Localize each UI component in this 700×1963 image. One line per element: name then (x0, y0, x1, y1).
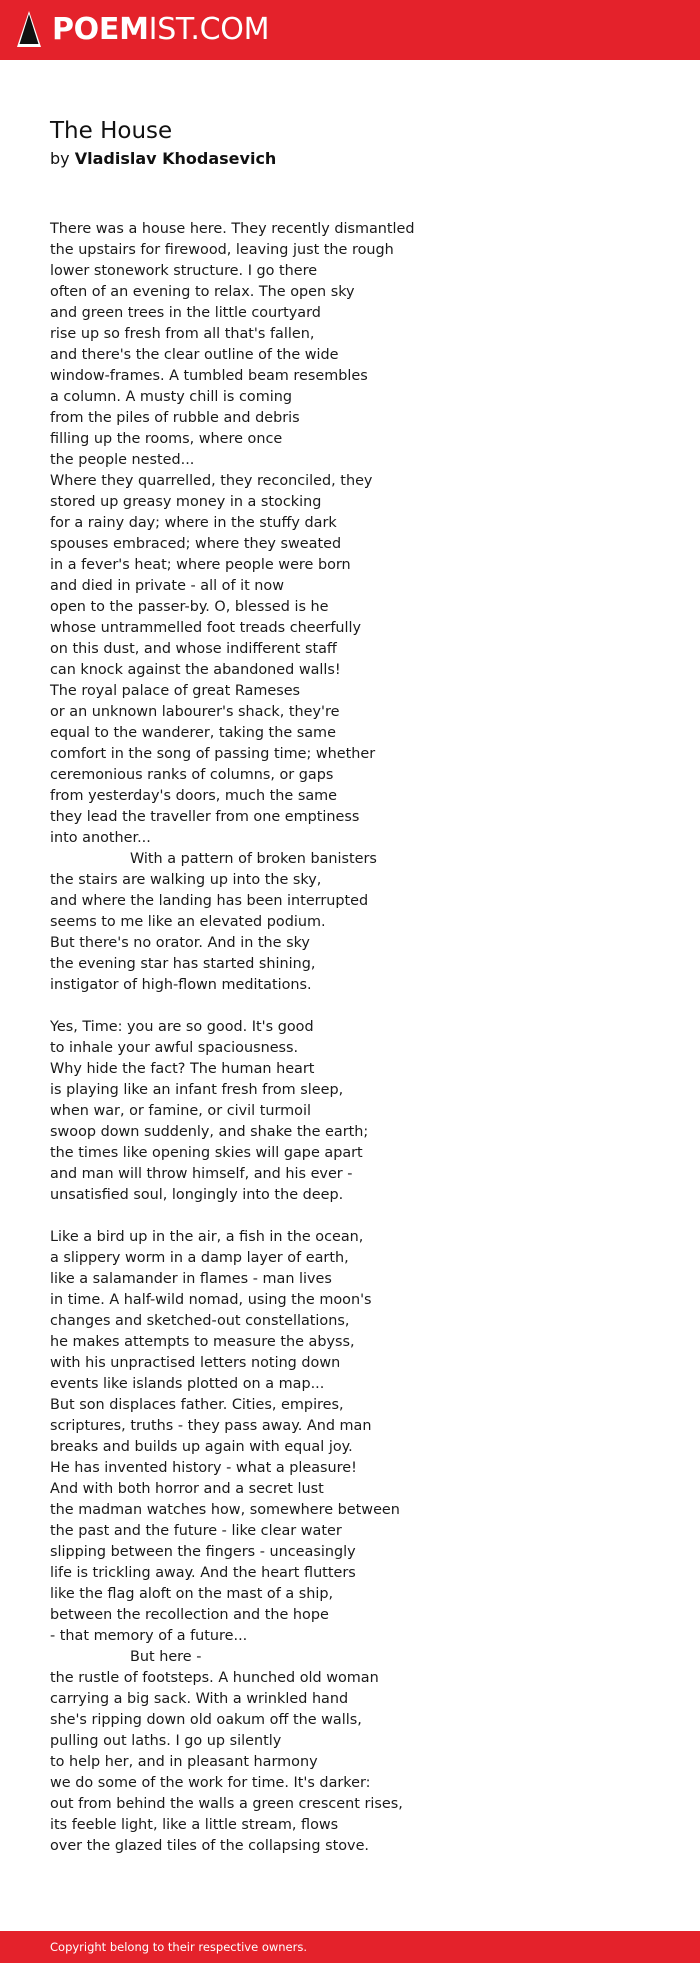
poem-line: But son displaces father. Cities, empires, (50, 1397, 344, 1413)
poem-line: life is trickling away. And the heart flutters (50, 1565, 356, 1581)
poem-line: ceremonious ranks of columns, or gaps (50, 767, 334, 783)
copyright-text: Copyright belong to their respective owners. (50, 1940, 308, 1954)
poem-line: they lead the traveller from one emptiness (50, 809, 360, 825)
by-label: by (50, 149, 70, 168)
poem-line: and green trees in the little courtyard (50, 305, 321, 321)
poem-line: is playing like an infant fresh from sleep, (50, 1082, 344, 1098)
poem-line: There was a house here. They recently dismantled (50, 221, 415, 237)
poem-line: the evening star has started shining, (50, 956, 316, 972)
brand-name-light: IST.COM (148, 12, 270, 47)
poem-line: But here - (130, 1649, 202, 1665)
byline (50, 147, 276, 171)
poem-line: scriptures, truths - they pass away. And man (50, 1418, 372, 1434)
author-name: Vladislav Khodasevich (74, 149, 277, 168)
poem-line: slipping between the fingers - unceasingly (50, 1544, 356, 1560)
poem-line: the rustle of footsteps. A hunched old woman (50, 1670, 379, 1686)
poem-line: The royal palace of great Rameses (50, 683, 301, 699)
poem-line: and where the landing has been interrupted (50, 893, 369, 909)
poem-line: whose untrammelled foot treads cheerfully (50, 620, 362, 636)
poem-line: with his unpractised letters noting down (50, 1355, 341, 1371)
pen-nib-logo-icon[interactable] (16, 10, 42, 50)
poem-line: - that memory of a future... (50, 1628, 248, 1644)
poem-line: and man will throw himself, and his ever - (50, 1166, 353, 1182)
poem-line: from yesterday's doors, much the same (50, 788, 338, 804)
poem-line: a slippery worm in a damp layer of earth, (50, 1250, 349, 1266)
brand-name-bold: POEM (52, 12, 149, 47)
site-header (0, 0, 700, 60)
poem-line: in a fever's heat; where people were born (50, 557, 351, 573)
poem-line: the past and the future - like clear water (50, 1523, 342, 1539)
poem-line: to help her, and in pleasant harmony (50, 1754, 318, 1770)
poem-line: spouses embraced; where they sweated (50, 536, 342, 552)
poem-line: carrying a big sack. With a wrinkled hand (50, 1691, 349, 1707)
site-footer (0, 1931, 700, 1963)
poem-line: the stairs are walking up into the sky, (50, 872, 322, 888)
poem-line: filling up the rooms, where once (50, 431, 283, 447)
poem-line: for a rainy day; where in the stuffy dark (50, 515, 337, 531)
poem-line: on this dust, and whose indifferent staff (50, 641, 337, 657)
poem-line: its feeble light, like a little stream, flows (50, 1817, 339, 1833)
poem-line: Like a bird up in the air, a fish in the ocean, (50, 1229, 364, 1245)
poem-line: But there's no orator. And in the sky (50, 935, 310, 951)
poem-line: the people nested... (50, 452, 195, 468)
poem-line: lower stonework structure. I go there (50, 263, 318, 279)
poem-line: He has invented history - what a pleasure! (50, 1460, 357, 1476)
poem-line: the times like opening skies will gape apart (50, 1145, 363, 1161)
poem-line: from the piles of rubble and debris (50, 410, 300, 426)
poem-line: or an unknown labourer's shack, they're (50, 704, 340, 720)
poem-line: into another... (50, 830, 151, 846)
poem-line: between the recollection and the hope (50, 1607, 329, 1623)
poem-line: window-frames. A tumbled beam resembles (50, 368, 368, 384)
poem-line: seems to me like an elevated podium. (50, 914, 326, 930)
poem-line: and died in private - all of it now (50, 578, 285, 594)
poem-line: like a salamander in flames - man lives (50, 1271, 332, 1287)
poem-line: comfort in the song of passing time; whether (50, 746, 376, 762)
poem-line: events like islands plotted on a map... (50, 1376, 325, 1392)
poem-line: can knock against the abandoned walls! (50, 662, 341, 678)
poem-line: swoop down suddenly, and shake the earth; (50, 1124, 369, 1140)
poem-line: rise up so fresh from all that's fallen, (50, 326, 315, 342)
poem-line: equal to the wanderer, taking the same (50, 725, 336, 741)
poem-line: Where they quarrelled, they reconciled, they (50, 473, 373, 489)
poem-line: we do some of the work for time. It's darker: (50, 1775, 371, 1791)
poem-line: he makes attempts to measure the abyss, (50, 1334, 355, 1350)
poem-line: With a pattern of broken banisters (130, 851, 377, 867)
poem-line: in time. A half-wild nomad, using the moon's (50, 1292, 372, 1308)
poem-body (50, 219, 650, 1857)
poem-line: she's ripping down old oakum off the walls, (50, 1712, 362, 1728)
poem-line: unsatisfied soul, longingly into the deep. (50, 1187, 344, 1203)
poem-line: often of an evening to relax. The open sky (50, 284, 355, 300)
poem-line: the madman watches how, somewhere between (50, 1502, 400, 1518)
poem-line: when war, or famine, or civil turmoil (50, 1103, 311, 1119)
poem-line: And with both horror and a secret lust (50, 1481, 324, 1497)
poem-title: The House (50, 118, 173, 144)
poem-line: and there's the clear outline of the wide (50, 347, 339, 363)
poem-line: over the glazed tiles of the collapsing stove. (50, 1838, 370, 1854)
poem-line: breaks and builds up again with equal joy. (50, 1439, 353, 1455)
poem-line: Yes, Time: you are so good. It's good (50, 1019, 314, 1035)
poem-line: pulling out laths. I go up silently (50, 1733, 282, 1749)
poem-line: instigator of high-flown meditations. (50, 977, 312, 993)
stanza-break (50, 996, 650, 1017)
poem-line: open to the passer-by. O, blessed is he (50, 599, 329, 615)
poem-line: changes and sketched-out constellations, (50, 1313, 350, 1329)
poem-line: stored up greasy money in a stocking (50, 494, 322, 510)
poem-line: to inhale your awful spaciousness. (50, 1040, 299, 1056)
poem-line: the upstairs for firewood, leaving just the rough (50, 242, 394, 258)
poem-line: Why hide the fact? The human heart (50, 1061, 315, 1077)
poem-line: like the flag aloft on the mast of a ship, (50, 1586, 334, 1602)
site-logo-link[interactable] (52, 0, 269, 60)
poem-line: out from behind the walls a green crescent rises, (50, 1796, 403, 1812)
stanza-break (50, 1206, 650, 1227)
poem-line: a column. A musty chill is coming (50, 389, 292, 405)
